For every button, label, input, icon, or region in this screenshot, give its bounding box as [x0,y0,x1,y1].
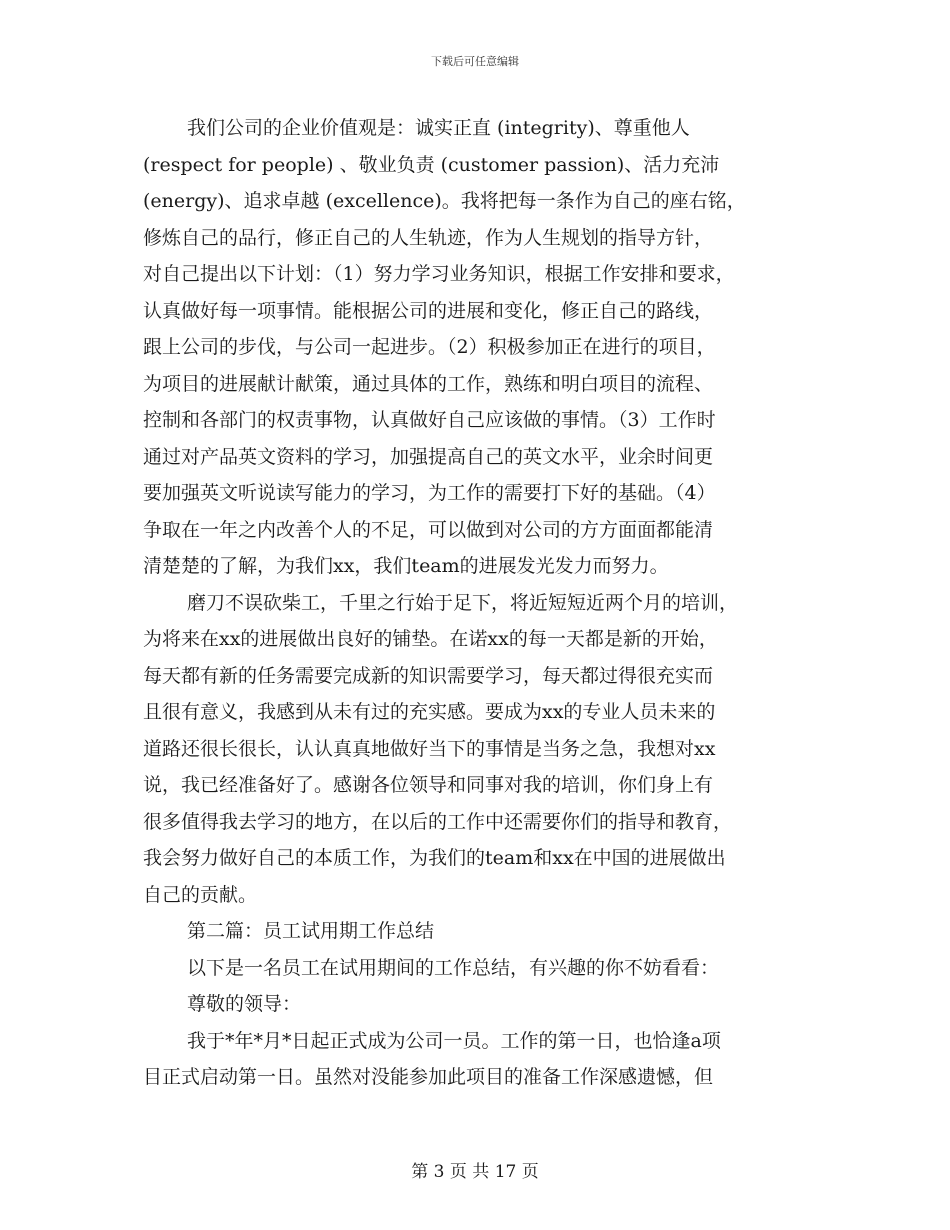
text-line: 目正式启动第一日。虽然对没能参加此项目的准备工作深感遗憾，但 [143,1066,714,1088]
section-title: 第二篇：员工试用期工作总结 [187,920,435,942]
document-body [143,110,815,1096]
text-line: 磨刀不误砍柴工，千里之行始于足下，将近短短近两个月的培训， [187,591,739,614]
text-line: 要加强英文听说读写能力的学习，为工作的需要打下好的基础。（4） [143,482,716,504]
text-line: 争取在一年之内改善个人的不足，可以做到对公司的方方面面都能清 [143,518,714,541]
text-line: 控制和各部门的权责事物，认真做好自己应该做的事情。（3）工作时 [143,409,716,431]
page-header: 下载后可任意编辑 [431,55,519,68]
text-line: 道路还很长很长，认认真真地做好当下的事情是当务之急，我想对xx [143,737,716,760]
text-line: 我会努力做好自己的本质工作，为我们的team和xx在中国的进展做出 [143,847,726,869]
text-line: 通过对产品英文资料的学习，加强提高自己的英文水平，业余时间更 [143,445,714,468]
text-line: 很多值得我去学习的地方，在以后的工作中还需要你们的指导和教育， [143,810,733,833]
text-line: 我们公司的企业价值观是：诚实正直 (integrity)、尊重他人 [187,117,690,139]
text-line: 清楚楚的了解，为我们xx，我们team的进展发光发力而努力。 [143,555,669,577]
text-line: 以下是一名员工在试用期间的工作总结，有兴趣的你不妨看看： [187,956,720,979]
text-line: 修炼自己的品行，修正自己的人生轨迹，作为人生规划的指导方针， [143,226,714,249]
text-line: 为项目的进展献计献策，通过具体的工作，熟练和明白项目的流程、 [143,372,714,395]
text-line: 说，我已经准备好了。感谢各位领导和同事对我的培训，你们身上有 [143,774,714,796]
salutation: 尊敬的领导： [187,993,302,1015]
text-line: (respect for people) 、敬业负责 (customer passion)、活力充沛 [143,153,720,176]
text-line: 跟上公司的步伐，与公司一起进步。（2）积极参加正在进行的项目， [143,336,716,358]
text-line: 且很有意义，我感到从未有过的充实感。要成为xx的专业人员未来的 [143,701,716,723]
text-line: 为将来在xx的进展做出良好的铺垫。在诺xx的每一天都是新的开始， [143,628,718,650]
page-number-footer: 第 3 页 共 17 页 [411,1162,539,1182]
text-line: 对自己提出以下计划：（1）努力学习业务知识，根据工作安排和要求， [143,263,735,285]
text-line: 认真做好每一项事情。能根据公司的进展和变化，修正自己的路线， [143,299,714,322]
text-line: 自己的贡献。 [143,883,258,906]
text-line: (energy)、追求卓越 (excellence)。我将把每一条作为自己的座右铭， [143,190,746,212]
text-line: 每天都有新的任务需要完成新的知识需要学习，每天都过得很充实而 [143,664,714,687]
text-line: 我于*年*月*日起正式成为公司一员。工作的第一日，也恰逢a项 [187,1029,721,1052]
